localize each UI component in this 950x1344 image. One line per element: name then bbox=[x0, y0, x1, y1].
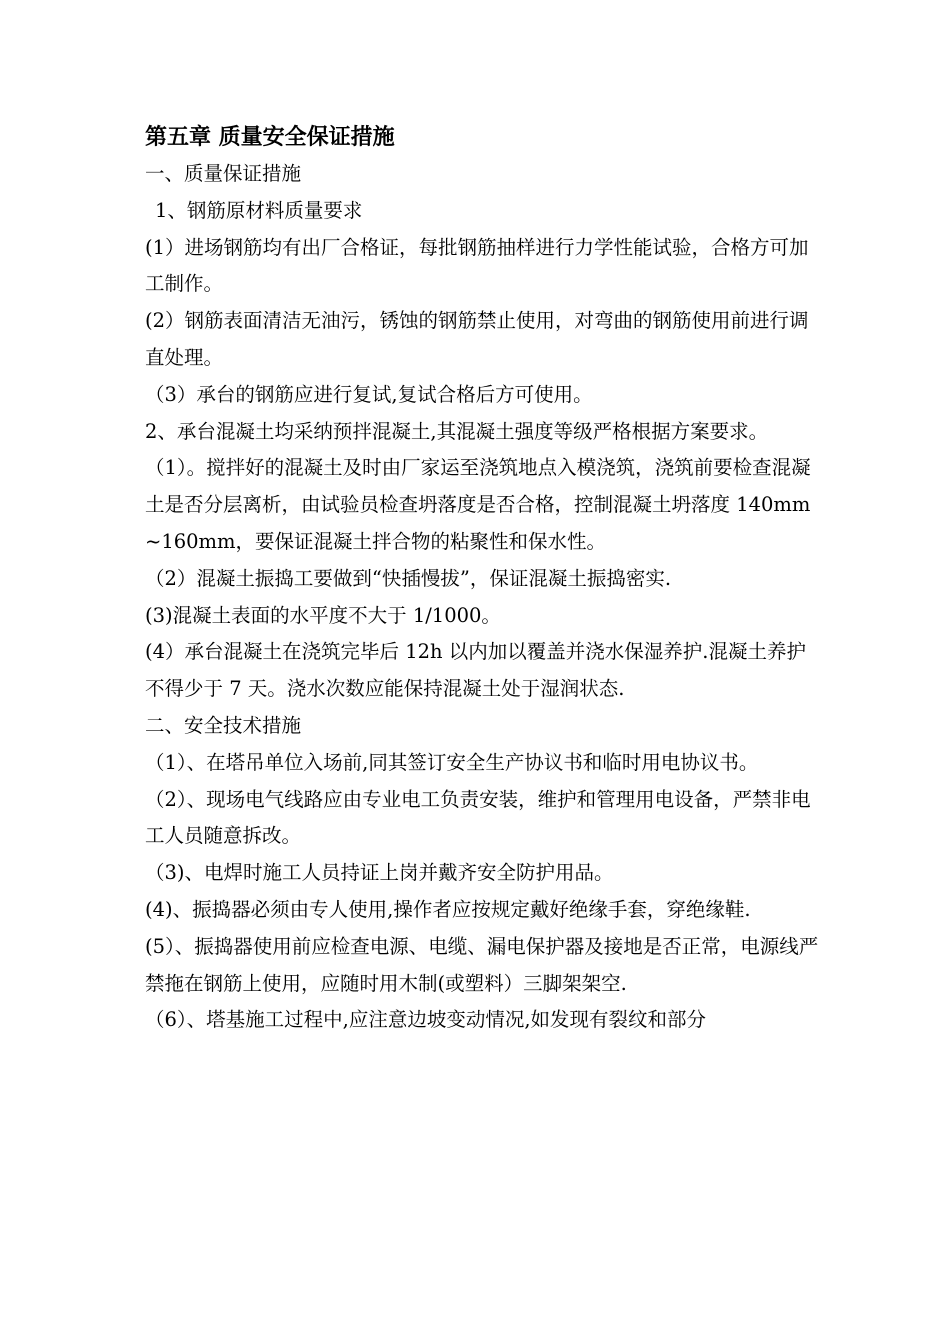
paragraph: 2、承台混凝土均采纳预拌混凝土,其混凝土强度等级严格根据方案要求。 bbox=[145, 419, 769, 443]
paragraph: (3)混凝土表面的水平度不大于 1/1000。 bbox=[145, 603, 501, 627]
paragraph: （1）。搅拌好的混凝土及时由厂家运至浇筑地点入模浇筑，浇筑前要检查混凝土是否分层离析，由试验员检查坍落度是否合格，控制混凝土坍落度 140mm~160mm，要保证混凝土拌合物的粘聚性和保水性。 bbox=[145, 456, 811, 553]
subsection-heading-rebar: 1、钢筋原材料质量要求 bbox=[155, 198, 363, 222]
document-page bbox=[145, 118, 825, 1039]
paragraph: （2）、现场电气线路应由专业电工负责安装，维护和管理用电设备，严禁非电工人员随意拆改。 bbox=[145, 787, 811, 848]
paragraph: (4)、振捣器必须由专人使用,操作者应按规定戴好绝缘手套，穿绝缘鞋. bbox=[145, 897, 751, 921]
chapter-title: 第五章 质量安全保证措施 bbox=[145, 124, 395, 150]
section-heading-quality: 一、质量保证措施 bbox=[145, 162, 302, 185]
paragraph: （3)、电焊时施工人员持证上岗并戴齐安全防护用品。 bbox=[145, 861, 614, 885]
paragraph: (2）钢筋表面清洁无油污，锈蚀的钢筋禁止使用，对弯曲的钢筋使用前进行调直处理。 bbox=[145, 309, 809, 369]
paragraph: （3）承台的钢筋应进行复试,复试合格后方可使用。 bbox=[145, 382, 593, 406]
paragraph: (4）承台混凝土在浇筑完毕后 12h 以内加以覆盖并浇水保湿养护.混凝土养护不得少于 7 天。浇水次数应能保持混凝土处于湿润状态. bbox=[145, 640, 806, 701]
paragraph: （1）、在塔吊单位入场前,同其签订安全生产协议书和临时用电协议书。 bbox=[145, 750, 759, 774]
paragraph: (5）、振捣器使用前应检查电源、电缆、漏电保护器及接地是否正常，电源线严禁拖在钢筋上使用，应随时用木制(或塑料）三脚架架空. bbox=[145, 934, 819, 995]
paragraph: (1）进场钢筋均有出厂合格证，每批钢筋抽样进行力学性能试验，合格方可加工制作。 bbox=[145, 235, 809, 296]
paragraph: （2）混凝土振捣工要做到“快插慢拔”，保证混凝土振捣密实. bbox=[145, 566, 672, 590]
section-heading-safety: 二、安全技术措施 bbox=[145, 713, 302, 737]
paragraph: （6）、塔基施工过程中,应注意边坡变动情况,如发现有裂纹和部分 bbox=[145, 1008, 707, 1032]
